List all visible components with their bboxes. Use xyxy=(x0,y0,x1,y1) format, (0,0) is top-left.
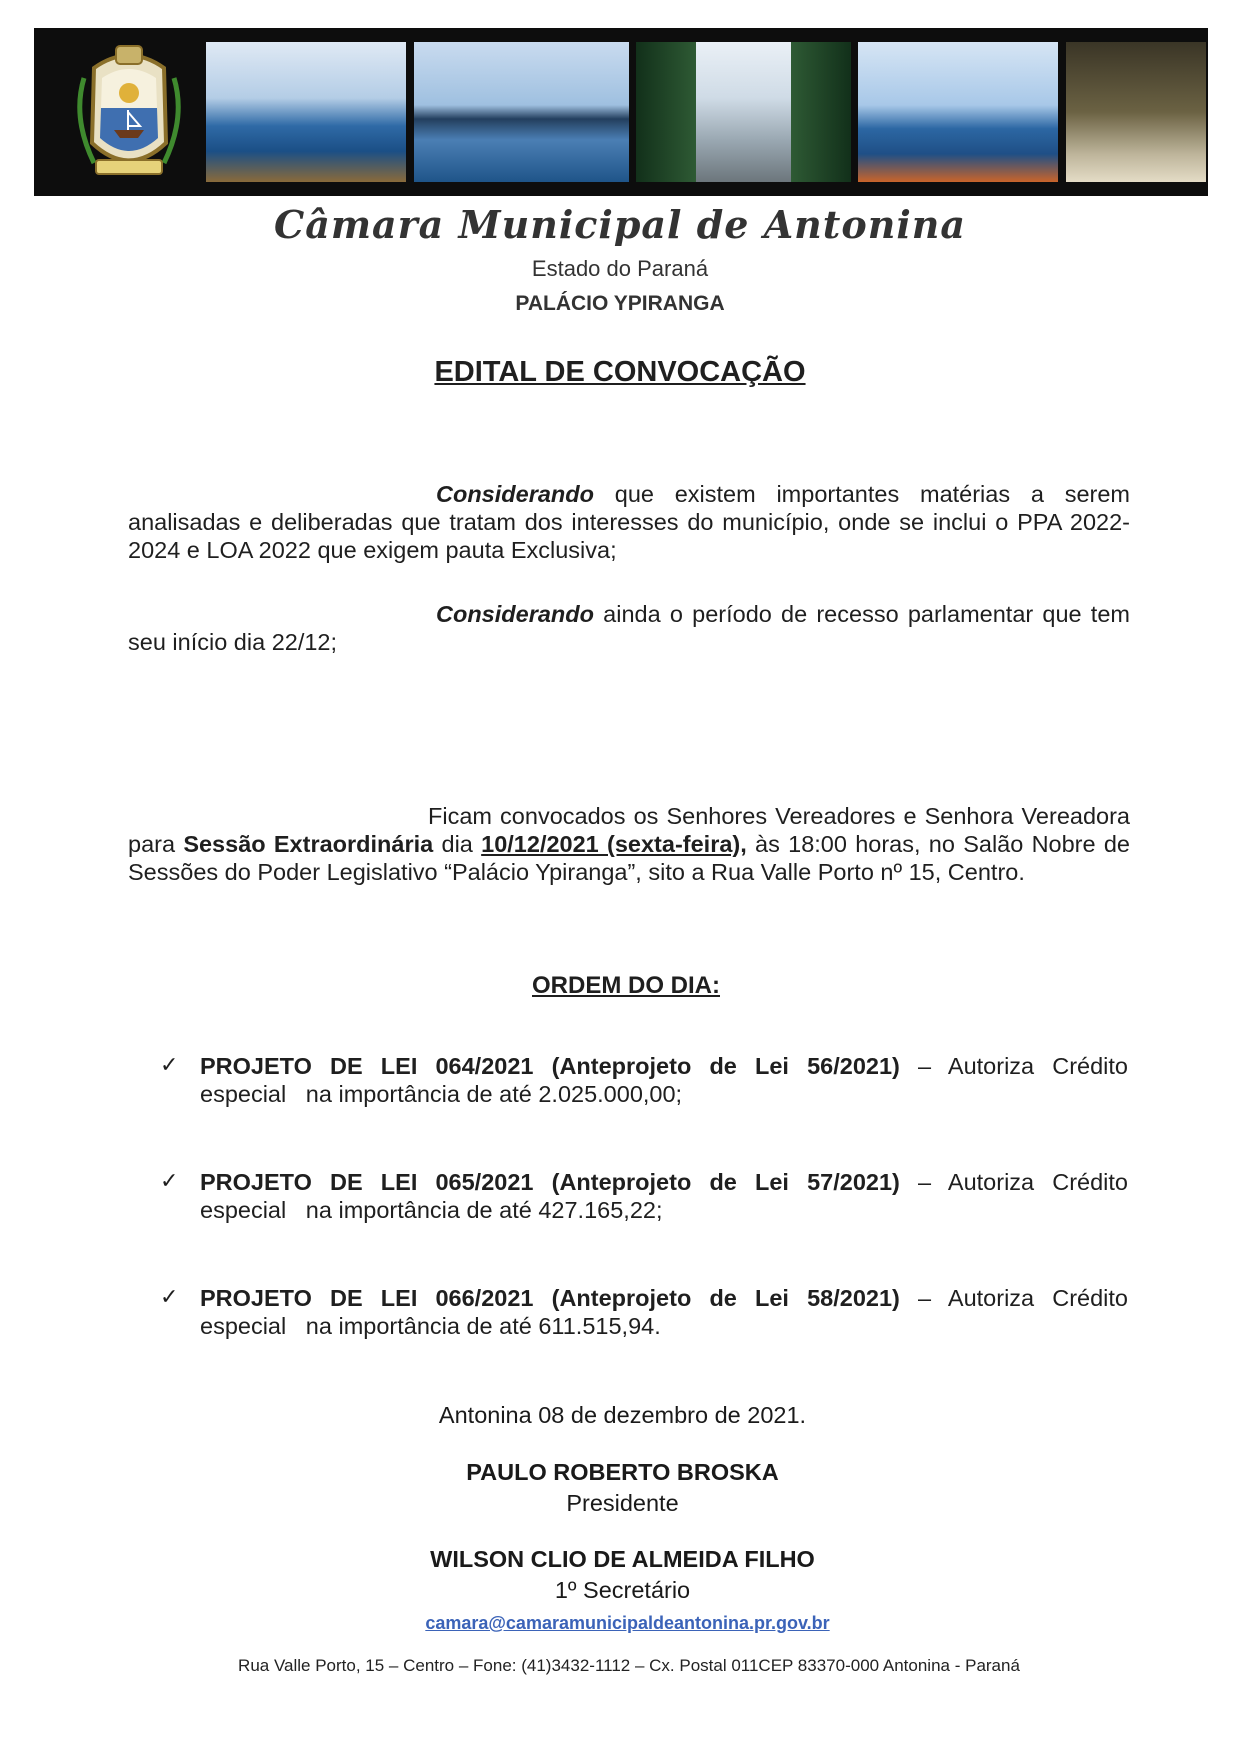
session-type: Sessão Extraordinária xyxy=(183,831,434,857)
signatory-name: PAULO ROBERTO BROSKA xyxy=(466,1459,779,1485)
agenda-title: ORDEM DO DIA: xyxy=(532,972,720,999)
palace-name: PALÁCIO YPIRANGA xyxy=(515,292,725,315)
header-banner xyxy=(34,28,1208,196)
email-link[interactable]: camara@camaramunicipaldeantonina.pr.gov.br xyxy=(425,1613,830,1633)
paragraph-2-text: ainda o período de recesso parlamentar que tem seu início dia 22/12; xyxy=(128,601,1130,655)
checkmark-icon: ✓ xyxy=(160,1053,179,1078)
institution-name: Câmara Municipal de Antonina xyxy=(273,202,967,247)
checkmark-icon: ✓ xyxy=(160,1169,179,1194)
paragraph-3 xyxy=(128,802,1130,886)
signatory-role: Presidente xyxy=(566,1490,679,1516)
bill-title: PROJETO DE LEI 064/2021 (Anteprojeto de Lei 56/2021) xyxy=(200,1053,900,1079)
state-name: Estado do Paraná xyxy=(531,256,709,281)
paragraph-1-lead: Considerando xyxy=(436,481,594,507)
session-date: 10/12/2021 (sexta-feira), xyxy=(481,831,747,857)
paragraph-1-text: que existem importantes matérias a serem analisadas e deliberadas que tratam dos interesses do município, onde se inclui o PPA 2022-2024 e LOA 2022 que exigem pauta Exclusiva; xyxy=(128,481,1130,563)
bill-amount: especial na importância de até 427.165,22; xyxy=(200,1197,663,1223)
bill-summary: – Autoriza Crédito xyxy=(899,1169,1128,1195)
signatory-name: WILSON CLIO DE ALMEIDA FILHO xyxy=(430,1546,815,1572)
paragraph-3-b: dia xyxy=(433,831,482,857)
agenda-item xyxy=(160,1284,1128,1340)
bill-amount: especial na importância de até 611.515,94. xyxy=(200,1313,661,1339)
paragraph-2-lead: Considerando xyxy=(436,601,594,627)
paragraph-1 xyxy=(128,480,1130,564)
agenda-item xyxy=(160,1052,1128,1108)
footer-address: Rua Valle Porto, 15 – Centro – Fone: (41)3432-1112 – Cx. Postal 011CEP 83370-000 Antonina - Paraná xyxy=(238,1656,1020,1675)
bill-summary: – Autoriza Crédito xyxy=(899,1053,1128,1079)
bill-title: PROJETO DE LEI 066/2021 (Anteprojeto de Lei 58/2021) xyxy=(200,1285,900,1311)
paragraph-2 xyxy=(128,600,1130,656)
agenda-item xyxy=(160,1168,1128,1224)
colonial-arches-photo xyxy=(1066,42,1206,182)
paragraph-3-c: às 18:00 horas, no Salão Nobre de Sessões do Poder Legislativo “Palácio Ypiranga”, sito a Rua Valle Porto nº 15, Centro. xyxy=(128,831,1130,885)
checkmark-icon: ✓ xyxy=(160,1285,179,1310)
bay-photo-1 xyxy=(206,42,406,182)
bay-photo-2 xyxy=(414,42,629,182)
document-date: Antonina 08 de dezembro de 2021. xyxy=(438,1402,807,1428)
bill-summary: – Autoriza Crédito xyxy=(899,1285,1128,1311)
bill-amount: especial na importância de até 2.025.000,00; xyxy=(200,1081,683,1107)
municipal-crest-icon xyxy=(54,38,204,188)
promenade-photo xyxy=(636,42,851,182)
signatory-role: 1º Secretário xyxy=(554,1577,691,1603)
document-title: EDITAL DE CONVOCAÇÃO xyxy=(434,356,806,388)
paragraph-3-a: Ficam convocados os Senhores Vereadores e Senhora Vereadora para xyxy=(128,803,1130,857)
bill-title: PROJETO DE LEI 065/2021 (Anteprojeto de Lei 57/2021) xyxy=(200,1169,900,1195)
bay-photo-3 xyxy=(858,42,1058,182)
